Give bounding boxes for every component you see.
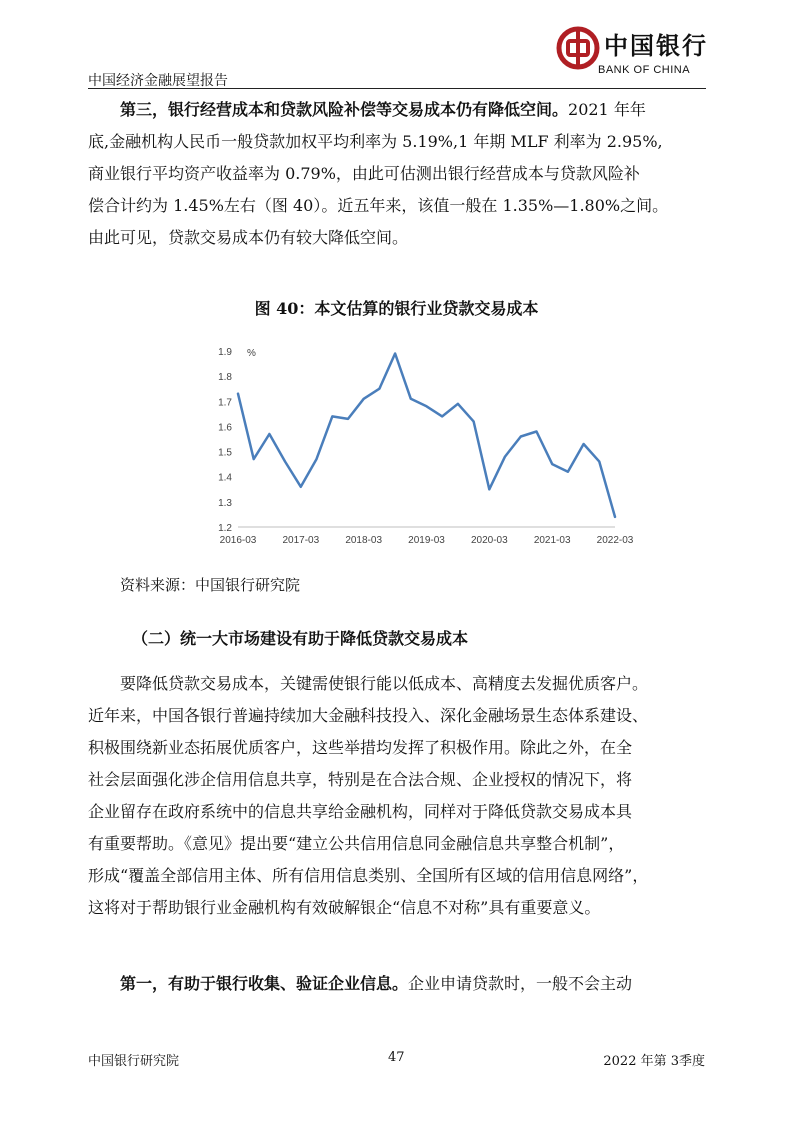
x-tick-label: 2016-03: [219, 535, 257, 546]
section2-line: 社会层面强化涉企信用信息共享，特别是在合法合规、企业授权的情况下，将: [88, 770, 633, 789]
chart-plot: [237, 353, 616, 518]
data-point: [536, 431, 538, 433]
para1-line: 偿合计约为 1.45%左右（图 40）。近五年来，该值一般在 1.35%—1.80%之间。: [88, 196, 669, 215]
paragraph-1: [88, 94, 708, 254]
data-point: [583, 443, 585, 445]
data-point: [426, 406, 428, 408]
data-point: [331, 416, 333, 418]
para3-lead: 第一，有助于银行收集、验证企业信息。: [120, 974, 409, 993]
data-point: [504, 456, 506, 458]
bank-of-china-logo: [556, 20, 716, 84]
data-point: [457, 403, 459, 405]
data-point: [614, 516, 616, 518]
chart-axes: [218, 347, 634, 546]
y-axis-unit: %: [247, 348, 256, 359]
section2-line: 企业留存在政府系统中的信息共享给金融机构，同样对于降低贷款交易成本具: [88, 802, 633, 821]
y-tick-label: 1.5: [218, 447, 232, 459]
y-tick-label: 1.4: [218, 472, 232, 484]
header-divider: [88, 88, 706, 89]
y-tick-label: 1.9: [218, 347, 232, 358]
data-point: [363, 398, 365, 400]
data-point: [394, 353, 396, 355]
data-point: [489, 488, 491, 490]
x-tick-label: 2019-03: [408, 535, 445, 546]
y-tick-label: 1.6: [218, 422, 232, 434]
x-tick-label: 2017-03: [282, 535, 320, 546]
data-point: [253, 458, 255, 460]
x-tick-label: 2020-03: [470, 535, 508, 546]
data-point: [598, 461, 600, 463]
section2-line: 形成“覆盖全部信用主体、所有信用信息类别、全国所有区域的信用信息网络”，: [88, 866, 649, 885]
figure-source: 资料来源：中国银行研究院: [120, 576, 301, 594]
section2-line: 有重要帮助。《意见》提出要“建立公共信用信息同金融信息共享整合机制”，: [88, 834, 625, 853]
data-point: [473, 421, 475, 423]
figure-title: 图 40：本文估算的银行业贷款交易成本: [254, 299, 539, 318]
para1-lead: 第三，银行经营成本和贷款风险补偿等交易成本仍有降低空间。: [120, 100, 569, 119]
section2-line: 积极围绕新业态拓展优质客户，这些举措均发挥了积极作用。除此之外，在全: [88, 738, 633, 757]
x-tick-label: 2022-03: [596, 535, 634, 546]
para1-line: 由此可见，贷款交易成本仍有较大降低空间。: [88, 228, 409, 247]
data-point: [441, 416, 443, 418]
x-tick-label: 2018-03: [345, 535, 383, 546]
para1-line: 2021 年年: [568, 100, 646, 119]
y-tick-label: 1.8: [218, 372, 232, 384]
section2-line: 近年来，中国各银行普遍持续加大金融科技投入、深化金融场景生态体系建设、: [88, 706, 649, 725]
footer-left: 中国银行研究院: [88, 1054, 180, 1069]
data-point: [347, 418, 349, 420]
data-point: [379, 388, 381, 390]
report-title: 中国经济金融展望报告: [88, 73, 228, 89]
data-point: [284, 461, 286, 463]
paragraph-3: [88, 968, 708, 1000]
para1-line: 商业银行平均资产收益率为 0.79%，由此可估测出银行经营成本与贷款风险补: [88, 164, 640, 183]
series-line: [238, 354, 615, 517]
data-point: [520, 436, 522, 438]
section-title: （二）统一大市场建设有助于降低贷款交易成本: [132, 629, 469, 648]
data-point: [316, 458, 318, 460]
line-chart: [205, 340, 634, 550]
footer-right: 2022 年第 3季度: [603, 1054, 705, 1069]
logo-cn-text: 中国银行: [604, 31, 708, 60]
para1-line: 底,金融机构人民币一般贷款加权平均利率为 5.19%,1 年期 MLF 利率为 2.95%,: [88, 132, 663, 151]
logo-en-text: BANK OF CHINA: [598, 64, 691, 76]
x-tick-label: 2021-03: [533, 535, 571, 546]
y-tick-label: 1.7: [218, 397, 232, 409]
paragraph-2: [88, 668, 708, 924]
y-tick-label: 1.3: [218, 497, 232, 509]
data-point: [551, 463, 553, 465]
data-point: [237, 393, 239, 395]
page-number: 47: [388, 1050, 405, 1065]
data-point: [410, 398, 412, 400]
data-point: [269, 433, 271, 435]
data-point: [567, 471, 569, 473]
y-tick-label: 1.2: [218, 523, 232, 534]
para3-rest: 企业申请贷款时，一般不会主动: [408, 974, 633, 993]
section2-line: 这将对于帮助银行业金融机构有效破解银企“信息不对称”具有重要意义。: [88, 898, 601, 917]
section2-line: 要降低贷款交易成本，关键需使银行能以低成本、高精度去发掘优质客户。: [120, 674, 649, 693]
boc-emblem-icon: [556, 26, 600, 70]
data-point: [300, 486, 302, 488]
